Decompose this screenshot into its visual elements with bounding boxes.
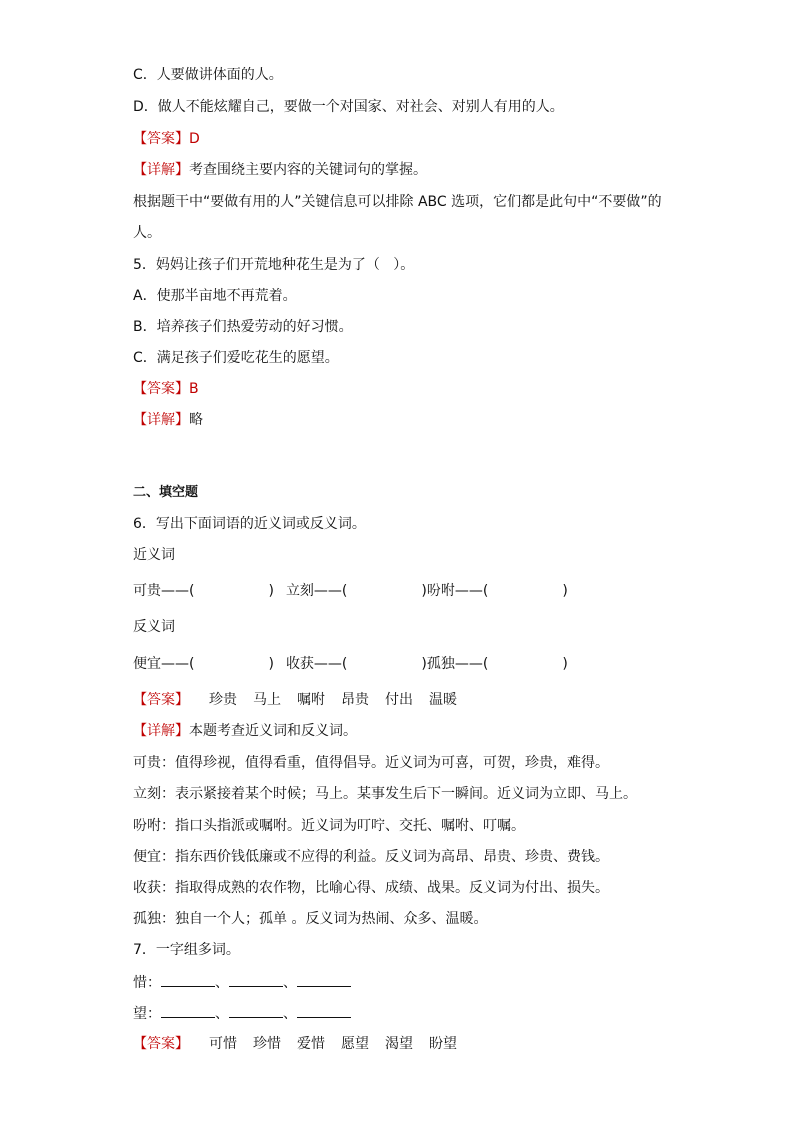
q7-answer	[133, 1035, 473, 1053]
q5-option-b: B．培养孩子们热爱劳动的好习惯。	[133, 319, 353, 335]
answer-label: 【答案】	[133, 692, 189, 708]
separator: 、	[215, 1006, 229, 1022]
q6-explanation: 可贵：值得珍视，值得看重，值得倡导。近义词为可喜，可贺，珍贵，难得。	[133, 755, 609, 771]
answer-word: 珍惜	[253, 1036, 281, 1052]
q6-explanation: 吩咐：指口头指派或嘱咐。近义词为叮咛、交托、嘱咐、叮嘱。	[133, 818, 525, 834]
answer-word: 温暖	[429, 692, 457, 708]
word-slot: 便宜——(	[133, 656, 195, 672]
q6-explanation: 收获：指取得成熟的农作物，比喻心得、成绩、战果。反义词为付出、损失。	[133, 880, 609, 896]
q6-explanation: 孤独：独自一个人；孤单 。反义词为热闹、众多、温暖。	[133, 911, 488, 927]
answer-word: 珍贵	[209, 692, 237, 708]
blank-line	[161, 973, 215, 987]
separator: 、	[283, 1006, 297, 1022]
answer-word: 马上	[253, 692, 281, 708]
q4-detail	[133, 161, 427, 179]
word-slot: 可贵——(	[133, 583, 195, 599]
word-slot: )	[268, 656, 274, 672]
answer-word: 可惜	[209, 1036, 237, 1052]
detail-text: 略	[189, 412, 203, 428]
detail-text: 考查围绕主要内容的关键词句的掌握。	[189, 162, 427, 178]
blank-line	[297, 1004, 351, 1018]
answer-value: B	[189, 381, 199, 397]
char-label: 惜：	[133, 975, 161, 991]
q6-detail	[133, 722, 357, 740]
q4-option-d: D．做人不能炫耀自己，要做一个对国家、对社会、对别人有用的人。	[133, 99, 564, 115]
q6-synonym-heading: 近义词	[133, 547, 175, 563]
word-slot: )孤独——(	[421, 656, 489, 672]
q6-explanation: 立刻：表示紧接着某个时候；马上。某事发生后下一瞬间。近义词为立即、马上。	[133, 786, 637, 802]
blank-line	[229, 973, 283, 987]
answer-value: D	[189, 131, 200, 147]
answer-word: 付出	[385, 692, 413, 708]
q5-answer	[133, 380, 199, 398]
q5-detail	[133, 411, 203, 429]
answer-label: 【答案】	[133, 381, 189, 397]
detail-label: 【详解】	[133, 723, 189, 739]
answer-word: 昂贵	[341, 692, 369, 708]
answer-word: 盼望	[429, 1036, 457, 1052]
char-label: 望：	[133, 1006, 161, 1022]
q6-explanation: 便宜：指东西价钱低廉或不应得的利益。反义词为高昂、昂贵、珍贵、费钱。	[133, 849, 609, 865]
q4-answer	[133, 130, 200, 148]
answer-label: 【答案】	[133, 1036, 189, 1052]
q6-question: 6．写出下面词语的近义词或反义词。	[133, 516, 366, 532]
q5-question: 5．妈妈让孩子们开荒地种花生是为了（ ）。	[133, 257, 415, 273]
answer-word: 愿望	[341, 1036, 369, 1052]
word-slot: )	[268, 583, 274, 599]
answer-word: 嘱咐	[297, 692, 325, 708]
blank-line	[229, 1004, 283, 1018]
q4-option-c: C．人要做讲体面的人。	[133, 67, 283, 83]
q5-option-a: A．使那半亩地不再荒着。	[133, 288, 297, 304]
answer-label: 【答案】	[133, 131, 189, 147]
word-slot: )吩咐——(	[421, 583, 489, 599]
section-title: 二、填空题	[133, 485, 199, 500]
q6-antonym-row	[133, 655, 568, 673]
word-slot: 收获——(	[285, 656, 348, 672]
q5-option-c: C．满足孩子们爱吃花生的愿望。	[133, 350, 339, 366]
q6-antonym-heading: 反义词	[133, 619, 175, 635]
q4-explain-line1: 根据题干中“要做有用的人”关键信息可以排除 ABC 选项，它们都是此句中“不要做”的	[133, 194, 662, 210]
detail-text: 本题考查近义词和反义词。	[189, 723, 357, 739]
word-slot: )	[562, 583, 568, 599]
q7-row-1	[133, 973, 351, 992]
q7-question: 7．一字组多词。	[133, 942, 240, 958]
blank-line	[161, 1004, 215, 1018]
blank-line	[297, 973, 351, 987]
answer-word: 渴望	[385, 1036, 413, 1052]
q4-explain-line2: 人。	[133, 225, 161, 241]
detail-label: 【详解】	[133, 162, 189, 178]
word-slot: )	[562, 656, 568, 672]
word-slot: 立刻——(	[285, 583, 348, 599]
detail-label: 【详解】	[133, 412, 189, 428]
q6-synonym-row	[133, 582, 568, 600]
separator: 、	[215, 975, 229, 991]
answer-word: 爱惜	[297, 1036, 325, 1052]
separator: 、	[283, 975, 297, 991]
q7-row-2	[133, 1004, 351, 1023]
q6-answer	[133, 691, 473, 709]
